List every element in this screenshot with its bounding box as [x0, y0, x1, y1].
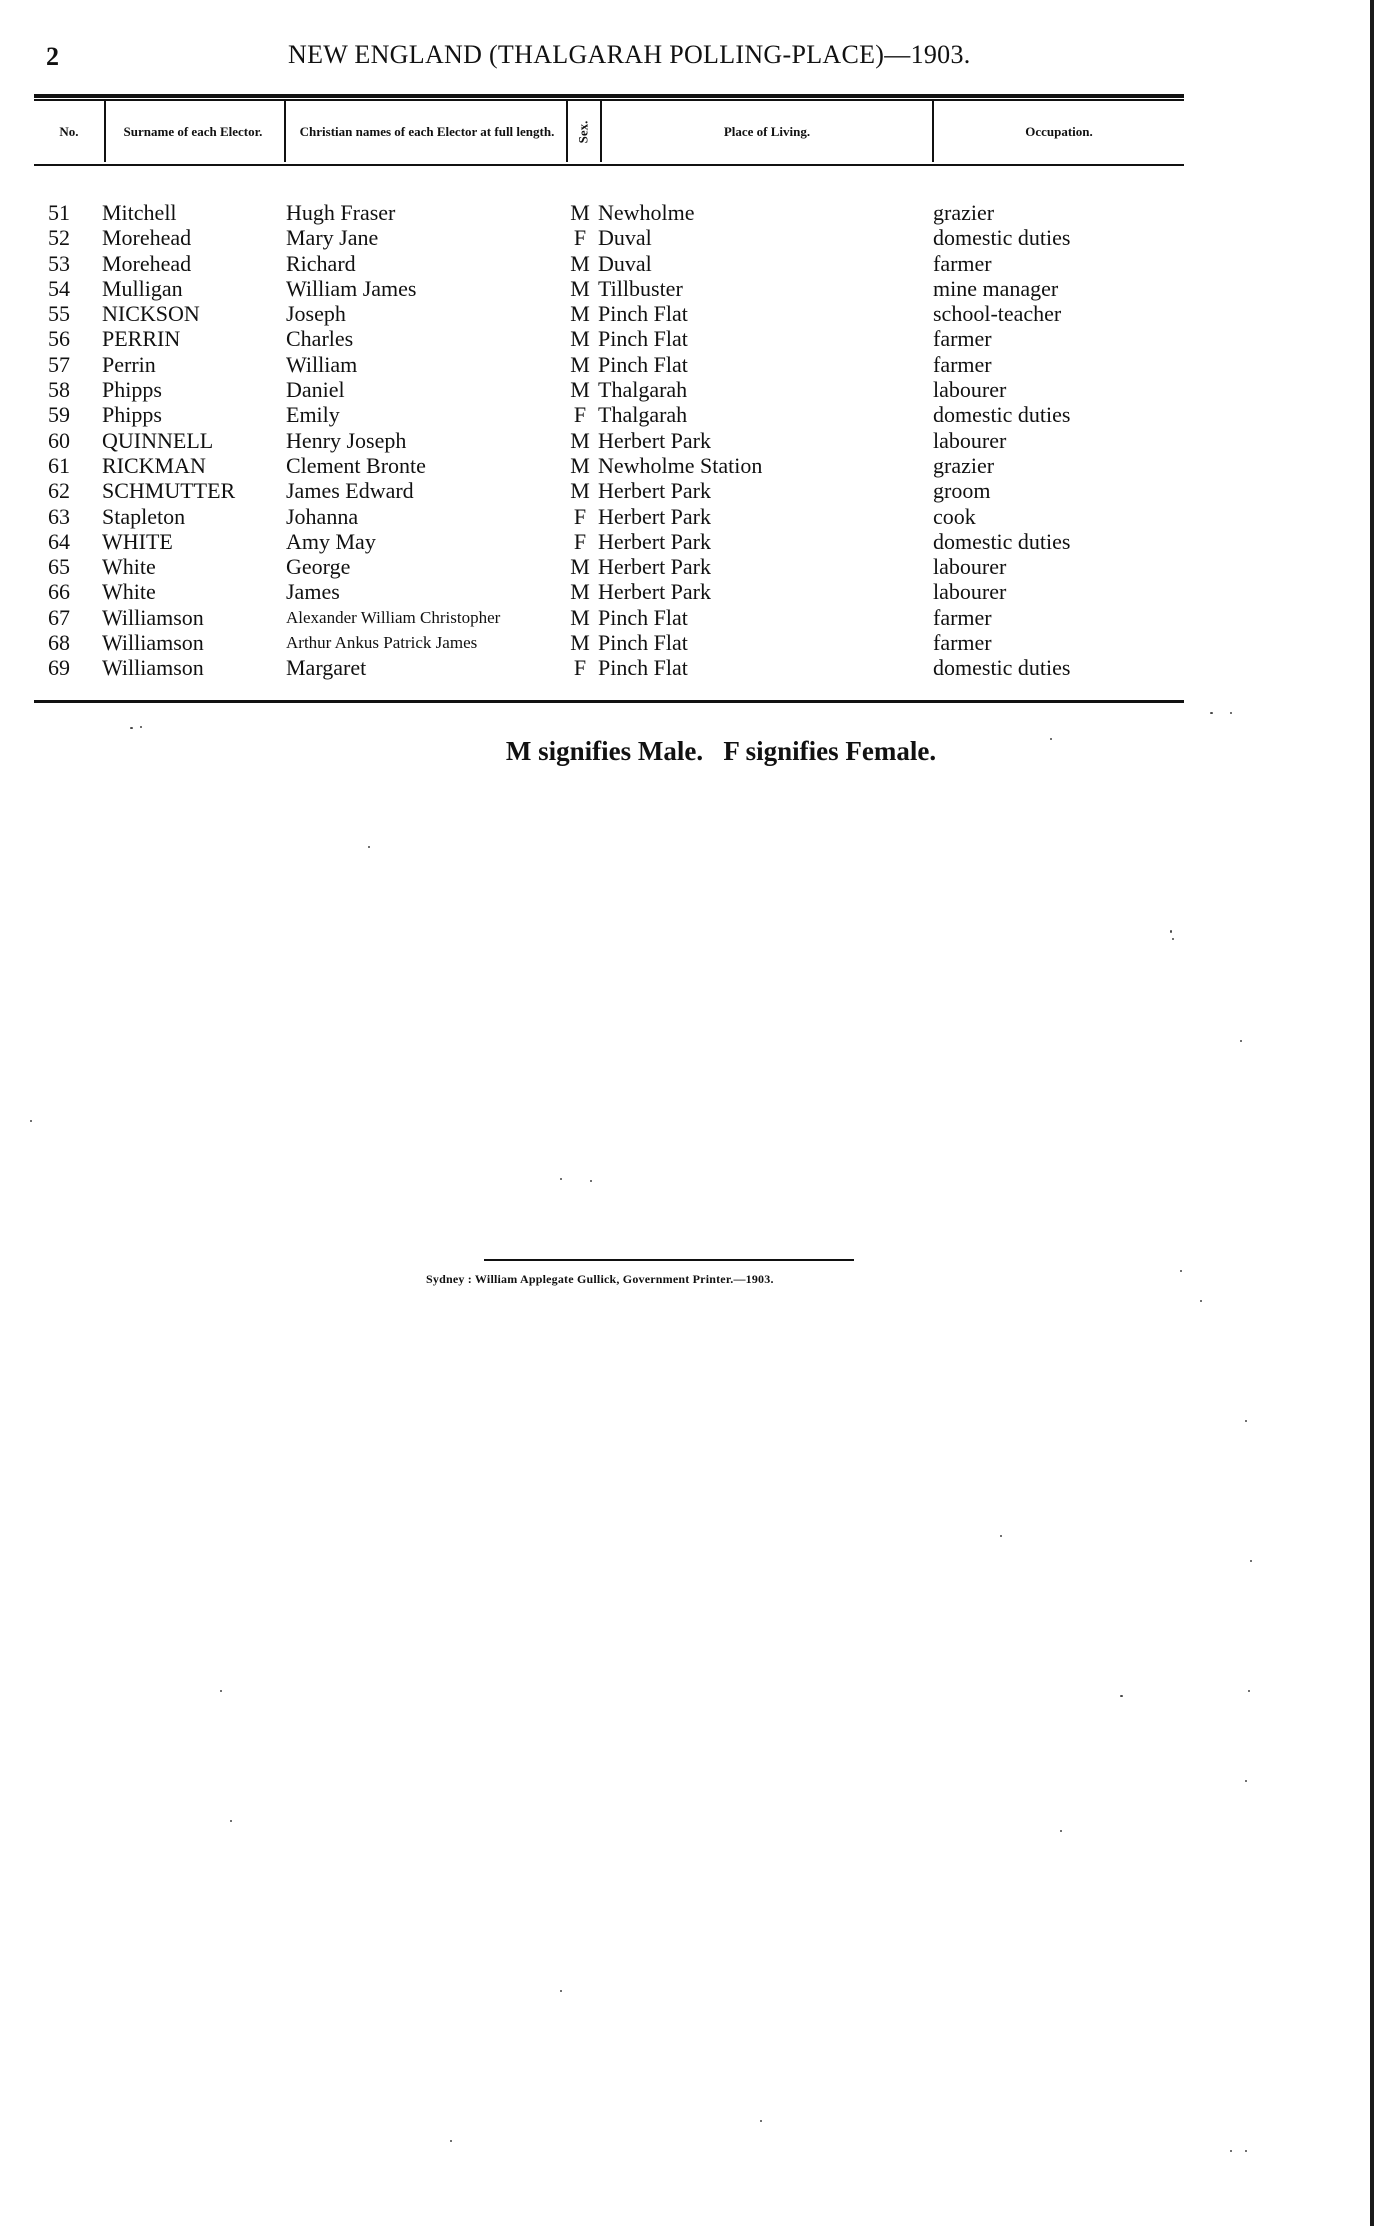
elector-place: Tillbuster: [598, 275, 683, 301]
elector-number: 64: [48, 528, 70, 554]
elector-occupation: domestic duties: [933, 655, 1071, 681]
table-row: [0, 352, 1382, 377]
elector-christian-names: Amy May: [286, 528, 376, 554]
elector-sex: F: [573, 503, 587, 529]
elector-occupation: labourer: [933, 427, 1007, 453]
table-row: [0, 402, 1382, 427]
elector-christian-names: Henry Joseph: [286, 427, 407, 453]
table-row: [0, 605, 1382, 630]
elector-sex: M: [570, 478, 590, 504]
elector-occupation: groom: [933, 478, 991, 504]
elector-christian-names: Mary Jane: [286, 225, 379, 251]
elector-surname: Mitchell: [102, 200, 177, 225]
elector-occupation: grazier: [933, 452, 995, 478]
elector-surname: Stapleton: [102, 503, 186, 529]
header-top-rule: [34, 94, 1184, 98]
elector-place: Pinch Flat: [598, 604, 688, 630]
table-row: [0, 453, 1382, 478]
elector-number: 61: [48, 452, 70, 478]
elector-christian-names: William James: [286, 275, 417, 301]
elector-occupation: domestic duties: [933, 402, 1071, 428]
elector-number: 59: [48, 402, 70, 428]
elector-number: 63: [48, 503, 70, 529]
elector-surname: QUINNELL: [102, 427, 214, 453]
table-row: [0, 478, 1382, 503]
table-row: [0, 655, 1382, 680]
elector-number: 60: [48, 427, 70, 453]
elector-christian-names: Daniel: [286, 377, 345, 403]
elector-occupation: labourer: [933, 554, 1007, 580]
sex-legend: M signifies Male. F signifies Female.: [505, 736, 937, 766]
elector-occupation: grazier: [933, 200, 995, 225]
column-header-sex-label: Sex.: [575, 120, 590, 144]
elector-occupation: domestic duties: [933, 528, 1071, 554]
elector-surname: Perrin: [102, 351, 156, 377]
table-row: [0, 630, 1382, 655]
elector-christian-names: Clement Bronte: [286, 452, 426, 478]
elector-christian-names: Charles: [286, 326, 354, 352]
elector-occupation: farmer: [933, 604, 992, 630]
elector-place: Herbert Park: [598, 528, 712, 554]
elector-christian-names: James: [286, 579, 340, 605]
elector-occupation: labourer: [933, 377, 1007, 403]
column-divider: [104, 100, 106, 162]
elector-number: 54: [48, 275, 70, 301]
elector-number: 62: [48, 478, 70, 504]
table-row: [0, 326, 1382, 351]
elector-christian-names: Alexander William Christopher: [286, 607, 501, 627]
elector-occupation: mine manager: [933, 275, 1059, 301]
table-row: [0, 529, 1382, 554]
elector-number: 57: [48, 351, 70, 377]
elector-surname: SCHMUTTER: [102, 478, 236, 504]
elector-place: Newholme: [598, 200, 695, 225]
printer-imprint: Sydney : William Applegate Gullick, Government Printer.—1903.: [426, 1272, 774, 1286]
elector-place: Pinch Flat: [598, 655, 688, 681]
elector-surname: White: [102, 554, 156, 580]
elector-christian-names: Johanna: [286, 503, 359, 529]
imprint-rule: [484, 1259, 854, 1261]
elector-christian-names: Margaret: [286, 655, 367, 681]
elector-christian-names: Joseph: [286, 301, 346, 327]
elector-occupation: domestic duties: [933, 225, 1071, 251]
elector-number: 51: [48, 200, 70, 225]
elector-surname: Phipps: [102, 377, 162, 403]
column-divider: [566, 100, 568, 162]
elector-number: 52: [48, 225, 70, 251]
elector-place: Herbert Park: [598, 478, 712, 504]
elector-sex: M: [570, 427, 590, 453]
elector-occupation: labourer: [933, 579, 1007, 605]
elector-sex: M: [570, 377, 590, 403]
elector-place: Thalgarah: [598, 377, 688, 403]
table-row: [0, 554, 1382, 579]
elector-number: 53: [48, 250, 70, 276]
column-header-occupation: Occupation.: [1025, 124, 1093, 139]
elector-occupation: school-teacher: [933, 301, 1062, 327]
elector-place: Herbert Park: [598, 554, 712, 580]
elector-place: Pinch Flat: [598, 301, 688, 327]
table-row: [0, 377, 1382, 402]
table-row: [0, 276, 1382, 301]
elector-place: Duval: [598, 225, 652, 251]
elector-sex: F: [573, 655, 587, 681]
elector-sex: M: [570, 630, 590, 656]
elector-place: Herbert Park: [598, 427, 712, 453]
table-row: [0, 301, 1382, 326]
elector-surname: PERRIN: [102, 326, 181, 352]
column-header-sex: [569, 112, 597, 152]
elector-surname: Morehead: [102, 250, 192, 276]
elector-sex: M: [570, 554, 590, 580]
elector-place: Thalgarah: [598, 402, 688, 428]
elector-sex: F: [573, 528, 587, 554]
elector-place: Pinch Flat: [598, 351, 688, 377]
column-header-place: Place of Living.: [723, 124, 811, 139]
table-row: [0, 579, 1382, 604]
elector-sex: M: [570, 200, 590, 225]
column-header-no: No.: [59, 124, 79, 139]
elector-place: Herbert Park: [598, 503, 712, 529]
elector-sex: M: [570, 326, 590, 352]
elector-surname: WHITE: [102, 528, 173, 554]
elector-surname: Williamson: [102, 630, 204, 656]
elector-number: 65: [48, 554, 70, 580]
elector-sex: M: [570, 579, 590, 605]
elector-surname: Mulligan: [102, 275, 183, 301]
elector-place: Duval: [598, 250, 652, 276]
elector-christian-names: Hugh Fraser: [286, 200, 396, 225]
electors-list: [0, 200, 1382, 681]
elector-surname: Phipps: [102, 402, 162, 428]
elector-christian-names: Arthur Ankus Patrick James: [286, 633, 478, 653]
elector-place: Pinch Flat: [598, 630, 688, 656]
elector-christian-names: George: [286, 554, 351, 580]
header-bottom-rule: [34, 164, 1184, 166]
table-row: [0, 504, 1382, 529]
elector-sex: M: [570, 604, 590, 630]
table-row: [0, 200, 1382, 225]
elector-number: 56: [48, 326, 70, 352]
elector-sex: M: [570, 301, 590, 327]
elector-number: 67: [48, 604, 70, 630]
table-bottom-rule: [34, 700, 1184, 703]
elector-occupation: farmer: [933, 630, 992, 656]
elector-christian-names: Emily: [286, 402, 340, 428]
table-row: [0, 251, 1382, 276]
elector-occupation: cook: [933, 503, 976, 529]
elector-surname: RICKMAN: [102, 452, 206, 478]
elector-sex: M: [570, 275, 590, 301]
elector-place: Pinch Flat: [598, 326, 688, 352]
elector-sex: M: [570, 250, 590, 276]
elector-number: 58: [48, 377, 70, 403]
elector-sex: F: [573, 225, 587, 251]
elector-surname: White: [102, 579, 156, 605]
elector-christian-names: Richard: [286, 250, 356, 276]
elector-christian-names: William: [286, 351, 358, 377]
elector-occupation: farmer: [933, 351, 992, 377]
table-row: [0, 428, 1382, 453]
page-number: 2: [46, 42, 59, 71]
elector-place: Newholme Station: [598, 452, 763, 478]
elector-number: 55: [48, 301, 70, 327]
elector-sex: M: [570, 452, 590, 478]
elector-number: 69: [48, 655, 70, 681]
elector-occupation: farmer: [933, 250, 992, 276]
elector-surname: Williamson: [102, 655, 204, 681]
elector-occupation: farmer: [933, 326, 992, 352]
elector-surname: Williamson: [102, 604, 204, 630]
elector-number: 68: [48, 630, 70, 656]
elector-sex: F: [573, 402, 587, 428]
table-row: [0, 225, 1382, 250]
elector-place: Herbert Park: [598, 579, 712, 605]
page-title: NEW ENGLAND (THALGARAH POLLING-PLACE)—1903.: [288, 40, 971, 69]
elector-sex: M: [570, 351, 590, 377]
column-divider: [284, 100, 286, 162]
column-header-christian-names: Christian names of each Elector at full length.: [299, 124, 555, 139]
elector-number: 66: [48, 579, 70, 605]
elector-surname: Morehead: [102, 225, 192, 251]
column-header-surname: Surname of each Elector.: [123, 124, 263, 139]
elector-surname: NICKSON: [102, 301, 200, 327]
elector-christian-names: James Edward: [286, 478, 414, 504]
